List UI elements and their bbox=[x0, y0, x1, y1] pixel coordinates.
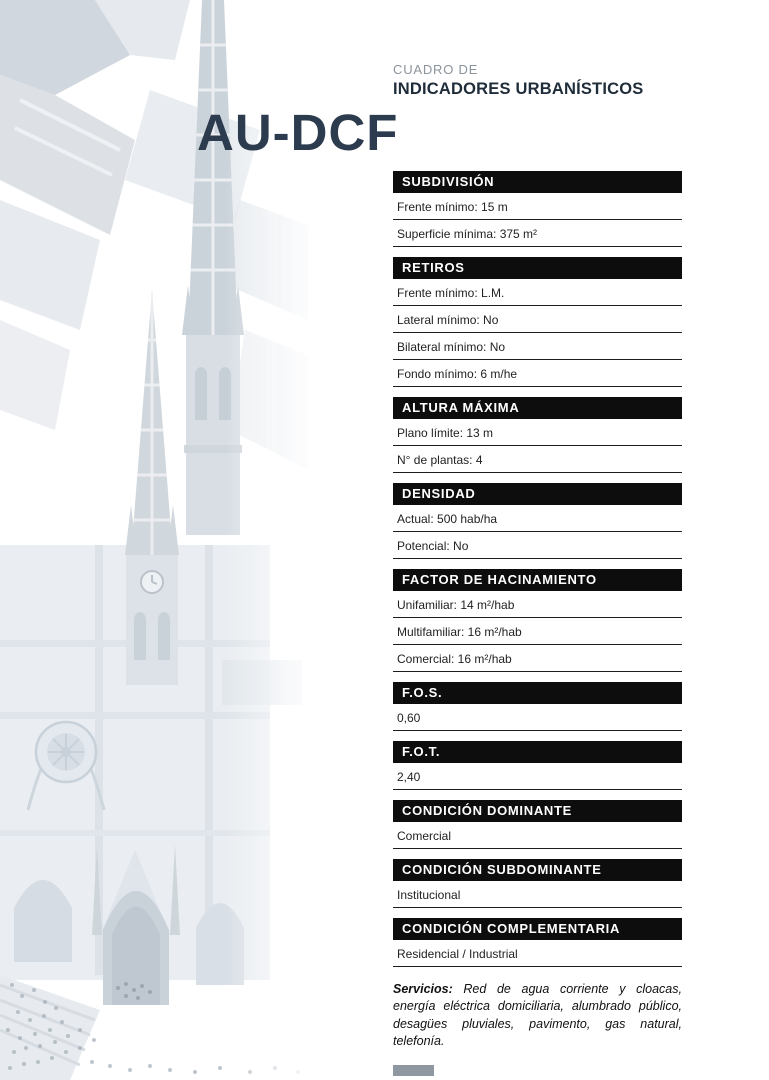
section-fos bbox=[393, 682, 682, 731]
zone-code-title: AU-DCF bbox=[197, 104, 399, 161]
section-header-fot: F.O.T. bbox=[393, 741, 682, 763]
section-header-condicion-dominante: CONDICIÓN DOMINANTE bbox=[393, 800, 682, 822]
services-label: Servicios: bbox=[393, 982, 453, 996]
document-title: INDICADORES URBANÍSTICOS bbox=[393, 80, 644, 98]
indicator-row: 0,60 bbox=[393, 704, 682, 731]
indicator-row: Potencial: No bbox=[393, 532, 682, 559]
indicators-column bbox=[393, 62, 682, 1076]
indicator-row: Unifamiliar: 14 m²/hab bbox=[393, 591, 682, 618]
section-factor-hacinamiento bbox=[393, 569, 682, 672]
indicator-row: 2,40 bbox=[393, 763, 682, 790]
section-densidad bbox=[393, 483, 682, 559]
section-header-retiros: RETIROS bbox=[393, 257, 682, 279]
indicator-row: Comercial bbox=[393, 822, 682, 849]
section-header-factor-hacinamiento: FACTOR DE HACINAMIENTO bbox=[393, 569, 682, 591]
indicator-row: Actual: 500 hab/ha bbox=[393, 505, 682, 532]
indicator-row: Lateral mínimo: No bbox=[393, 306, 682, 333]
section-header-subdivision: SUBDIVISIÓN bbox=[393, 171, 682, 193]
indicator-row: Institucional bbox=[393, 881, 682, 908]
section-condicion-dominante bbox=[393, 800, 682, 849]
services-paragraph bbox=[393, 981, 682, 1050]
section-altura-maxima bbox=[393, 397, 682, 473]
indicator-row: Superficie mínima: 375 m² bbox=[393, 220, 682, 247]
page-marker bbox=[393, 1065, 434, 1076]
basilica-aerial-photo bbox=[0, 0, 308, 1080]
indicator-sections bbox=[393, 171, 682, 967]
section-fot bbox=[393, 741, 682, 790]
section-subdivision bbox=[393, 171, 682, 247]
document-kicker: CUADRO DE bbox=[393, 62, 479, 77]
indicator-row: N° de plantas: 4 bbox=[393, 446, 682, 473]
services-text: Red de agua corriente y cloacas, energía eléctrica domiciliaria, alumbrado público, desagües pluviales, pavimento, gas natural, telefonía. bbox=[393, 982, 682, 1048]
indicator-row: Plano límite: 13 m bbox=[393, 419, 682, 446]
indicator-row: Fondo mínimo: 6 m/he bbox=[393, 360, 682, 387]
indicator-row: Frente mínimo: 15 m bbox=[393, 193, 682, 220]
section-header-fos: F.O.S. bbox=[393, 682, 682, 704]
indicator-row: Frente mínimo: L.M. bbox=[393, 279, 682, 306]
section-header-altura-maxima: ALTURA MÁXIMA bbox=[393, 397, 682, 419]
section-condicion-complementaria bbox=[393, 918, 682, 967]
section-retiros bbox=[393, 257, 682, 387]
section-header-condicion-subdominante: CONDICIÓN SUBDOMINANTE bbox=[393, 859, 682, 881]
indicator-row: Comercial: 16 m²/hab bbox=[393, 645, 682, 672]
section-header-densidad: DENSIDAD bbox=[393, 483, 682, 505]
indicator-row: Residencial / Industrial bbox=[393, 940, 682, 967]
section-condicion-subdominante bbox=[393, 859, 682, 908]
indicator-row: Bilateral mínimo: No bbox=[393, 333, 682, 360]
section-header-condicion-complementaria: CONDICIÓN COMPLEMENTARIA bbox=[393, 918, 682, 940]
indicator-row: Multifamiliar: 16 m²/hab bbox=[393, 618, 682, 645]
